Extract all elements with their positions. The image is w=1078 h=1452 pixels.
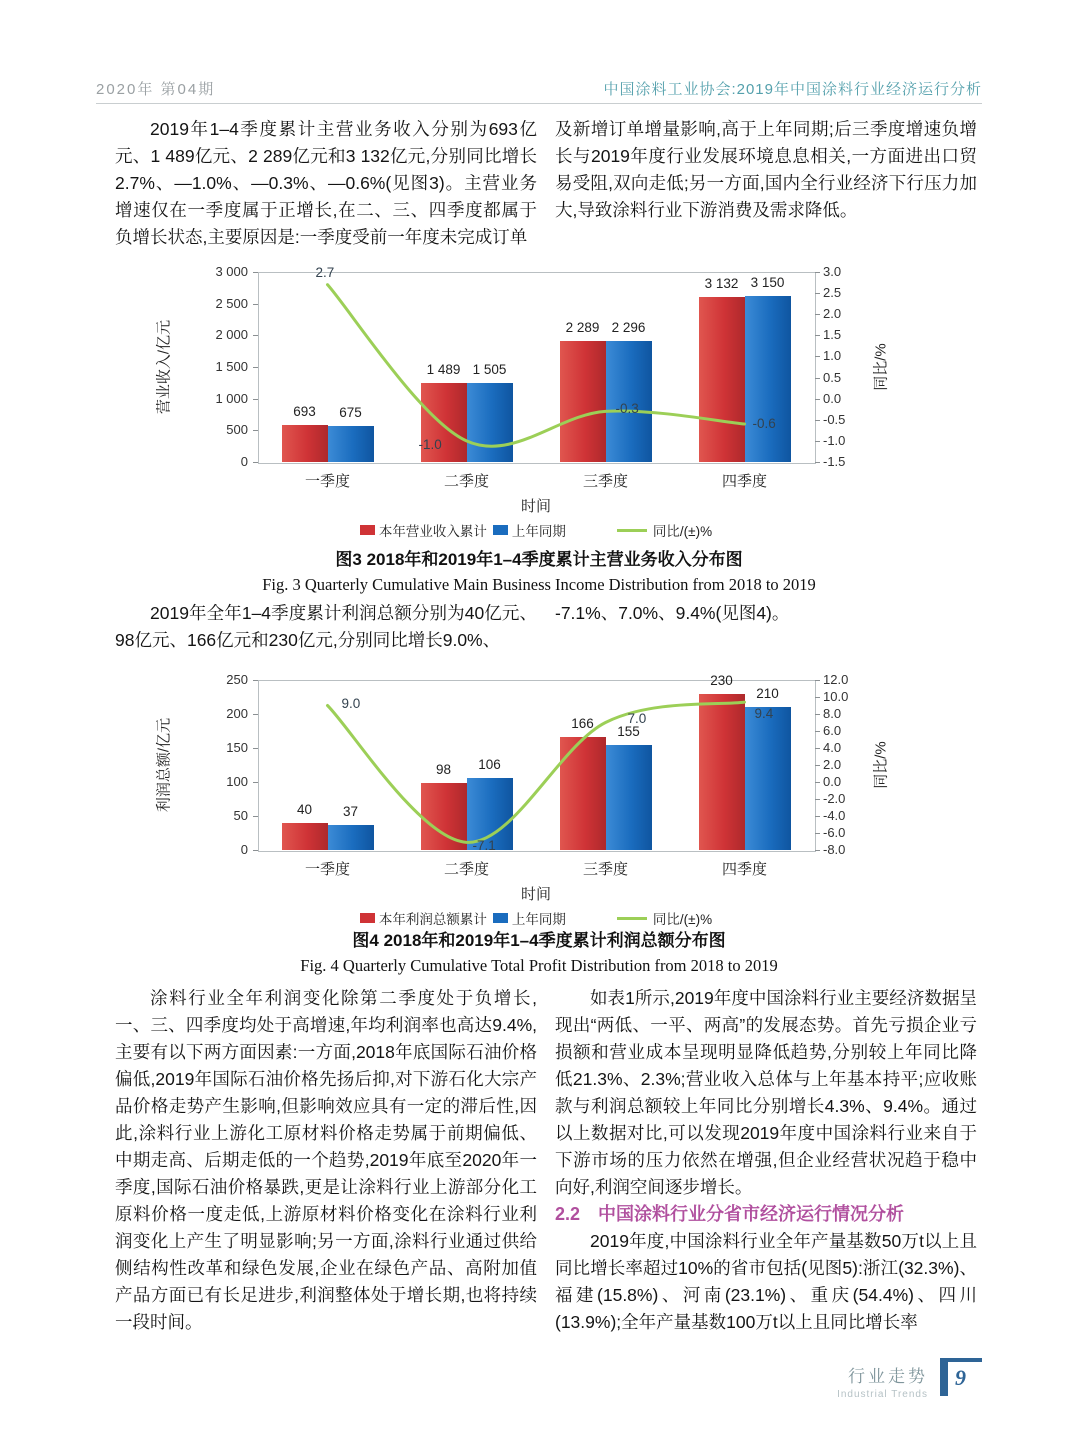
y-axis-tick: 50 xyxy=(233,808,248,823)
y2-axis-tick: 8.0 xyxy=(823,706,842,721)
y-axis-tick: 200 xyxy=(226,706,248,721)
figure3-caption xyxy=(96,545,982,595)
legend-item-line xyxy=(617,520,712,540)
figure4-caption-en: Fig. 4 Quarterly Cumulative Total Profit Distribution from 2018 to 2019 xyxy=(300,956,778,975)
y2-axis-tickmark xyxy=(815,356,820,357)
legend-label: 上年同期 xyxy=(511,912,566,927)
y2-axis-tick: 0.5 xyxy=(823,369,842,385)
section-title: 中国涂料行业分省市经济运行情况分析 xyxy=(598,1204,905,1224)
trend-line xyxy=(258,272,814,462)
legend-swatch-red xyxy=(360,525,375,535)
y-axis-tickmark xyxy=(253,850,258,851)
paragraph-summary: 如表1所示,2019年度中国涂料行业主要经济数据呈现出“两低、一平、两高”的发展态势。首先亏损企业亏损额和营业成本呈现明显降低趋势,分别较上年同比降低21.3%、2.3%;营业收入总体与上年基本持平;应收账款与利润总额较上年同比分别增长4.3%、9.4%。通过以上数据对比,可以发现2019年度中国涂料行业来自于下游市场的压力依然在增强,但企业经营状况趋于稳中向好,利润空间逐步增长。 xyxy=(555,988,977,1197)
y2-axis-tickmark xyxy=(815,399,820,400)
y2-axis-tick: -6.0 xyxy=(823,825,846,840)
running-title: 中国涂料工业协会:2019年中国涂料行业经济运行分析 xyxy=(603,81,982,98)
footer-section-en: Industrial Trends xyxy=(837,1389,928,1400)
bar-value-label: 230 xyxy=(710,672,733,688)
y2-axis-tickmark xyxy=(815,680,820,681)
y2-axis-tick: 12.0 xyxy=(823,672,849,687)
y-axis-tick: 1 500 xyxy=(215,359,248,374)
paragraph-analysis: 涂料行业全年利润变化除第二季度处于负增长,一、三、四季度均处于高增速,年均利润率也高达9.4%,主要有以下两方面因素:一方面,2018年底国际石油价格偏低,2019年国际石油价格先扬后抑,对下游石化大宗产品价格走势产生影响,但影响效应具有一定的滞后性,因此,涂料行业上游化工原材料价格走势属于前期偏低、中期走高、后期走低的一个趋势,2019年底至2020年一季度,国际石油价格暴跌,更是让涂料行业上游部分化工原料价格一度走低,上游原材料价格变化在涂料行业利润变化上产生了明显影响;另一方面,涂料行业通过供给侧结构性改革和绿色发展,企业在绿色产品、高附加值产品方面已有长足进步,利润整体处于增长期,也将持续一段时间。 xyxy=(115,988,537,1332)
bar-value-label: 1 505 xyxy=(472,361,507,377)
y2-axis-tick: -1.0 xyxy=(823,432,846,448)
x-axis-category: 一季度 xyxy=(304,473,350,490)
paragraph-profit: 2019年全年1–4季度累计利润总额分别为40亿元、98亿元、166亿元和230亿元,分别同比增长9.0%、 xyxy=(115,603,537,650)
y-axis-tick: 2 500 xyxy=(215,295,248,311)
y2-axis-tick: 3.0 xyxy=(823,264,842,279)
legend-label: 本年利润总额累计 xyxy=(378,912,487,927)
right-column-top xyxy=(555,116,977,224)
legend-item-red xyxy=(360,520,487,540)
y2-axis-tickmark xyxy=(815,833,820,834)
page-footer xyxy=(837,1358,982,1400)
y2-axis-tickmark xyxy=(815,272,820,273)
legend-label: 本年营业收入累计 xyxy=(378,524,487,539)
y2-axis-tick: -1.5 xyxy=(823,454,846,469)
y-axis-tick: 500 xyxy=(226,422,248,438)
issue-label: 2020年 第04期 xyxy=(96,81,216,98)
y2-axis-tick: 2.0 xyxy=(823,306,842,322)
y2-axis-tickmark xyxy=(815,782,820,783)
y-axis-label: 营业收入/亿元 xyxy=(155,319,173,415)
y2-axis-tick: -8.0 xyxy=(823,842,846,857)
y2-axis-tick: 1.0 xyxy=(823,348,842,364)
section-heading-2-2 xyxy=(555,1201,977,1228)
y2-axis-tickmark xyxy=(815,731,820,732)
legend-item-line xyxy=(617,908,712,928)
figure3-caption-en: Fig. 3 Quarterly Cumulative Main Business Income Distribution from 2018 to 2019 xyxy=(262,575,816,594)
line-value-label: 7.0 xyxy=(627,710,647,726)
y-axis-tick: 250 xyxy=(226,672,248,687)
legend-swatch-blue xyxy=(493,525,508,535)
legend-label: 上年同期 xyxy=(511,524,566,539)
y-axis-tickmark xyxy=(253,462,258,463)
y2-axis-tick: 6.0 xyxy=(823,723,842,738)
legend-line-swatch xyxy=(617,529,647,532)
y2-axis-tickmark xyxy=(815,378,820,379)
bar-value-label: 40 xyxy=(296,801,313,817)
y2-axis-tick: 0.0 xyxy=(823,390,842,406)
y2-axis-tick: 4.0 xyxy=(823,740,842,755)
figure3-chart xyxy=(150,258,930,558)
y2-axis-tick: 10.0 xyxy=(823,689,849,704)
legend-label: 同比/(±)% xyxy=(652,524,713,539)
y-axis-tick: 0 xyxy=(240,842,248,857)
y-axis-tick: 100 xyxy=(226,774,248,789)
legend-swatch-red xyxy=(360,913,375,923)
footer-text xyxy=(837,1358,928,1400)
y-axis-tick: 0 xyxy=(240,454,248,469)
bar-value-label: 98 xyxy=(435,762,452,778)
y2-axis-tickmark xyxy=(815,765,820,766)
y2-axis-tickmark xyxy=(815,420,820,421)
line-value-label: 2.7 xyxy=(315,264,335,280)
page-number: 9 xyxy=(955,1365,966,1390)
line-value-label: -0.6 xyxy=(752,416,776,431)
bar-value-label: 37 xyxy=(342,803,359,819)
y2-axis-tick: -4.0 xyxy=(823,808,846,823)
y-axis-tick: 3 000 xyxy=(215,264,248,279)
y-axis-tick: 2 000 xyxy=(215,327,248,343)
line-value-label: -0.3 xyxy=(615,401,639,417)
y2-axis-tickmark xyxy=(815,816,820,817)
x-axis-label: 时间 xyxy=(520,886,551,903)
legend-item-blue xyxy=(493,520,566,540)
left-column-bottom xyxy=(115,985,537,1336)
x-axis-category: 四季度 xyxy=(721,473,767,490)
x-axis-label: 时间 xyxy=(520,498,551,515)
y2-axis-tickmark xyxy=(815,799,820,800)
y-axis-label: 利润总额/亿元 xyxy=(155,717,173,813)
bar-value-label: 106 xyxy=(478,756,501,772)
bar-value-label: 693 xyxy=(293,404,316,420)
bar-value-label: 166 xyxy=(571,716,594,732)
right-column-bottom xyxy=(555,985,977,1336)
paragraph-income: 2019年1–4季度累计主营业务收入分别为693亿元、1 489亿元、2 289亿元和3 132亿元,分别同比增长2.7%、—1.0%、—0.3%、—0.6%(见图3)。主营业务增速仅在一季度属于正增长,在二、三、四季度都属于负增长状态,主要原因是:一季度受前一年度未完成订单 xyxy=(115,119,537,247)
line-value-label: 9.4 xyxy=(754,706,774,722)
y2-axis-tick: 2.0 xyxy=(823,757,842,772)
figure4-caption xyxy=(96,926,982,976)
line-value-label: -1.0 xyxy=(418,436,442,452)
y2-axis-tickmark xyxy=(815,748,820,749)
x-axis-category: 三季度 xyxy=(582,473,628,490)
paragraph-profit-cont: -7.1%、7.0%、9.4%(见图4)。 xyxy=(555,603,790,623)
y2-axis-tickmark xyxy=(815,293,820,294)
legend-item-blue xyxy=(493,908,566,928)
left-column-mid xyxy=(115,600,537,654)
figure3-caption-cn: 图3 2018年和2019年1–4季度累计主营业务收入分布图 xyxy=(335,550,743,569)
legend-line-swatch xyxy=(617,917,647,920)
x-axis-category: 三季度 xyxy=(582,861,628,878)
x-axis-category: 二季度 xyxy=(443,473,489,490)
y-axis-tick: 1 000 xyxy=(215,390,248,406)
figure4-chart xyxy=(150,670,930,930)
line-value-label: 9.0 xyxy=(341,695,361,711)
x-axis-category: 二季度 xyxy=(443,861,489,878)
legend-swatch-blue xyxy=(493,913,508,923)
x-axis-category: 四季度 xyxy=(721,861,767,878)
bar-value-label: 2 289 xyxy=(565,320,600,336)
y2-axis-tick: -0.5 xyxy=(823,411,846,427)
footer-section-cn: 行业走势 xyxy=(848,1367,928,1386)
bar-value-label: 675 xyxy=(339,405,362,421)
y2-axis-tick: 2.5 xyxy=(823,285,842,301)
y2-axis-tickmark xyxy=(815,314,820,315)
y2-axis-tickmark xyxy=(815,335,820,336)
chart-legend xyxy=(198,520,874,540)
y2-axis-tick: 0.0 xyxy=(823,774,842,789)
y2-axis-tick: 1.5 xyxy=(823,327,842,343)
y2-axis-tickmark xyxy=(815,441,820,442)
bar-value-label: 1 489 xyxy=(426,362,461,378)
right-column-mid xyxy=(555,600,977,627)
y2-axis-tickmark xyxy=(815,714,820,715)
x-axis-category: 一季度 xyxy=(304,861,350,878)
bar-value-label: 210 xyxy=(756,686,779,702)
y2-axis-tickmark xyxy=(815,462,820,463)
header-divider xyxy=(96,103,982,104)
y2-axis-tick: -2.0 xyxy=(823,791,846,806)
chart-legend xyxy=(198,908,874,928)
bar-value-label: 3 150 xyxy=(750,274,785,290)
legend-item-red xyxy=(360,908,487,928)
page-number-bracket xyxy=(940,1358,982,1396)
figure4-caption-cn: 图4 2018年和2019年1–4季度累计利润总额分布图 xyxy=(352,931,726,950)
left-column-top xyxy=(115,116,537,251)
bar-value-label: 2 296 xyxy=(611,319,646,335)
y-axis-tick: 150 xyxy=(226,740,248,755)
y2-axis-tickmark xyxy=(815,850,820,851)
paragraph-income-cont: 及新增订单增量影响,高于上年同期;后三季度增速负增长与2019年度行业发展环境息息相关,一方面进出口贸易受阻,双向走低;另一方面,国内全行业经济下行压力加大,导致涂料行业下游消费及需求降低。 xyxy=(555,119,977,220)
y2-axis-tickmark xyxy=(815,697,820,698)
paragraph-provinces: 2019年度,中国涂料行业全年产量基数50万t以上且同比增长率超过10%的省市包括(见图5):浙江(32.3%)、福建(15.8%)、河南(23.1%)、重庆(54.4%)、四川(13.9%);全年产量基数100万t以上且同比增长率 xyxy=(555,1231,977,1332)
section-number: 2.2 xyxy=(555,1204,581,1224)
bar-value-label: 155 xyxy=(617,723,640,739)
bar-value-label: 3 132 xyxy=(704,275,739,291)
legend-label: 同比/(±)% xyxy=(652,912,713,927)
line-value-label: -7.1 xyxy=(472,838,496,854)
y2-axis-label: 同比/% xyxy=(872,741,890,789)
y2-axis-label: 同比/% xyxy=(872,343,890,391)
